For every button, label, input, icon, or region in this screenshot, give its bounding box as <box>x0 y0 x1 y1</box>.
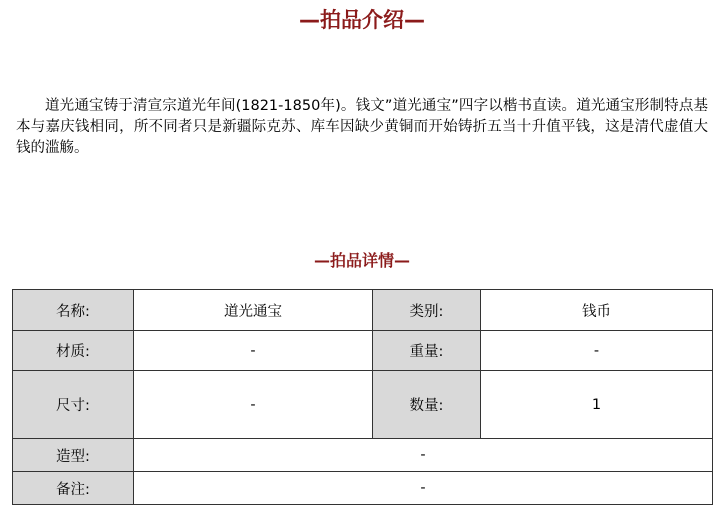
quantity-label: 数量: <box>373 371 481 439</box>
weight-value: - <box>481 331 713 371</box>
weight-label: 重量: <box>373 331 481 371</box>
details-table <box>12 289 713 505</box>
intro-paragraph: 道光通宝铸于清宣宗道光年间(1821-1850年)。钱文”道光通宝”四字以楷书直读。道光通宝形制特点基本与嘉庆钱相同，所不同者只是新疆际克苏、库车因缺少黄铜而开始铸折五当十升值平钱，这是清代虚值大钱的滥觞。 <box>16 98 708 156</box>
table-row <box>13 439 713 472</box>
remarks-label: 备注: <box>13 472 134 505</box>
table-row <box>13 331 713 371</box>
size-label: 尺寸: <box>13 371 134 439</box>
intro-section-title: —拍品介绍— <box>299 8 425 32</box>
category-value: 钱币 <box>481 290 713 331</box>
details-section-title: —拍品详情— <box>313 251 410 270</box>
name-label: 名称: <box>13 290 134 331</box>
table-row <box>13 472 713 505</box>
material-label: 材质: <box>13 331 134 371</box>
name-value: 道光通宝 <box>134 290 373 331</box>
table-row <box>13 290 713 331</box>
material-value: - <box>134 331 373 371</box>
shape-value: - <box>134 439 713 472</box>
remarks-value: - <box>134 472 713 505</box>
shape-label: 造型: <box>13 439 134 472</box>
size-value: - <box>134 371 373 439</box>
quantity-value: 1 <box>481 371 713 439</box>
category-label: 类别: <box>373 290 481 331</box>
table-row <box>13 371 713 439</box>
